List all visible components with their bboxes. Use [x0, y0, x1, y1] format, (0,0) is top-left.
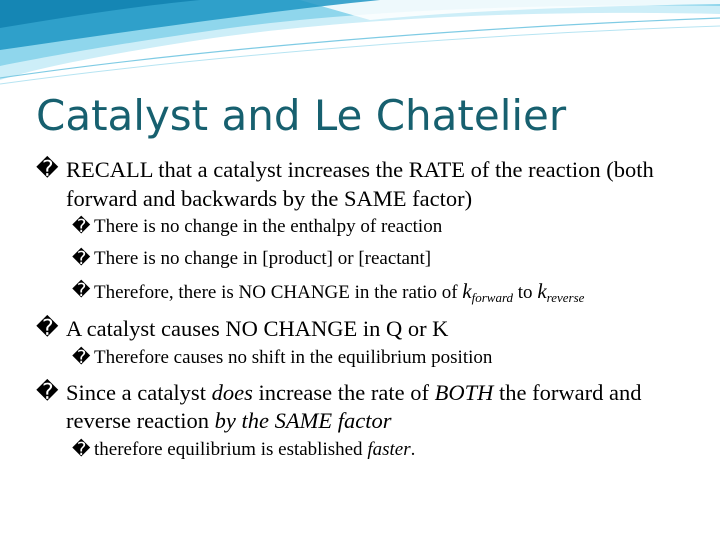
sub-bullet-icon: � — [72, 438, 91, 460]
bullet-icon: � — [36, 379, 59, 405]
sub-bullet-text: There is no change in the enthalpy of reaction — [94, 216, 443, 237]
sub-bullet-text: There is no change in [product] or [reactant] — [94, 248, 432, 269]
ratio-prefix: Therefore, there is NO CHANGE in the ratio of — [94, 282, 463, 303]
emphasis-same-factor: by the SAME factor — [214, 408, 392, 433]
sub-bullet-icon: � — [72, 346, 91, 368]
k-reverse-subscript: reverse — [546, 290, 585, 305]
sub-bullet-faster — [36, 439, 696, 461]
bullet-text-part: increase the rate of — [252, 379, 435, 405]
bullet-recall — [36, 156, 696, 213]
bullet-icon: � — [36, 316, 59, 341]
sub-bullet-no-shift — [36, 347, 696, 369]
bullet-text-part: the forward and reverse reaction — [66, 379, 642, 433]
sub-bullet-icon: � — [72, 216, 91, 237]
k-forward-subscript: forward — [471, 290, 514, 305]
bullet-no-change-q-k — [36, 315, 696, 344]
sub-bullet-suffix: . — [410, 438, 416, 460]
sub-bullet-text: Therefore causes no shift in the equilibrium position — [94, 346, 493, 368]
sub-bullet-text: therefore equilibrium is established — [94, 438, 368, 460]
sub-bullet-icon: � — [72, 280, 91, 301]
emphasis-faster: faster — [367, 438, 411, 460]
header-wave-decoration — [0, 0, 720, 90]
ratio-middle: to — [513, 282, 538, 303]
emphasis-both: BOTH — [434, 379, 494, 405]
slide-title: Catalyst and Le Chatelier — [36, 91, 567, 140]
bullet-text: RECALL that a catalyst increases the RATE of the reaction (both forward and backwards by the SAME factor) — [66, 157, 654, 211]
k-forward-symbol: k — [462, 279, 472, 303]
sub-bullet-concentration — [36, 248, 696, 270]
sub-bullet-icon: � — [72, 248, 91, 269]
sub-bullet-enthalpy — [36, 216, 696, 238]
k-reverse-symbol: k — [537, 279, 547, 303]
bullet-text-part: Since a catalyst — [66, 379, 212, 405]
slide-content — [36, 156, 696, 467]
bullet-icon: � — [36, 157, 59, 182]
bullet-both-rates — [36, 379, 696, 436]
bullet-text: A catalyst causes NO CHANGE in Q or K — [66, 316, 449, 341]
emphasis-does: does — [211, 379, 253, 405]
sub-bullet-ratio — [36, 280, 696, 305]
